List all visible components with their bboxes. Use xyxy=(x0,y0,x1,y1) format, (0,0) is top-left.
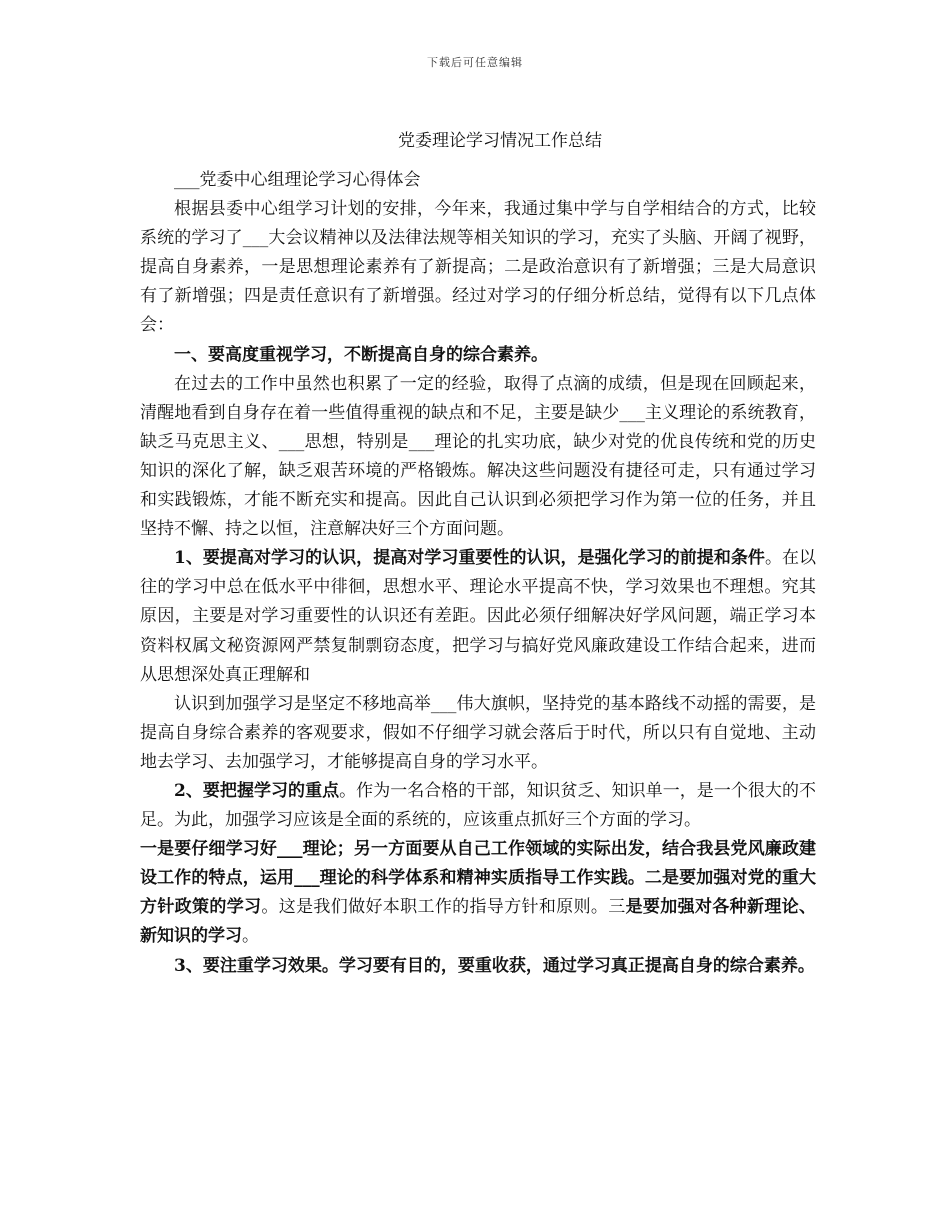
point-2-detail-bold-1: 一是要仔细学习好___理论；另一方面要从自己工作领域的实际出发，结合我县党风廉政建设工作的特点，运用___理论的科学体系和精神实质指导工作实践。二是要加强对党的重大方针政策的学习 xyxy=(140,839,816,918)
section-heading-1: 一、要高度重视学习，不断提高自身的综合素养。 xyxy=(174,344,548,365)
paragraph-point-2-details xyxy=(140,835,816,951)
point-2-heading: 2、要把握学习的重点 xyxy=(174,780,340,801)
header-note: 下载后可任意编辑 xyxy=(427,56,523,69)
document-title: 党委理论学习情况工作总结 xyxy=(398,131,602,151)
point-2-detail-text-2: 。 xyxy=(242,926,259,947)
paragraph-reflection: 在过去的工作中虽然也积累了一定的经验，取得了点滴的成绩，但是现在回顾起来，清醒地看到自身存在着一些值得重视的缺点和不足，主要是缺少___主义理论的系统教育，缺乏马克思主义、___思想，特别是___理论的扎实功底，缺少对党的优良传统和党的历史知识的深化了解，缺乏艰苦环境的严格锻炼。解决这些问题没有捷径可走，只有通过学习和实践锻炼，才能不断充实和提高。因此自己认识到必须把学习作为第一位的任务，并且坚持不懈、持之以恒，注意解决好三个方面问题。 xyxy=(140,373,816,540)
paragraph-point-1 xyxy=(140,544,816,689)
paragraph-point-3: 3、要注重学习效果。学习要有目的，要重收获，通过学习真正提高自身的综合素养。 xyxy=(174,955,815,976)
point-1-heading: 1、要提高对学习的认识，提高对学习重要性的认识，是强化学习的前提和条件 xyxy=(174,548,765,569)
document-body xyxy=(140,166,816,981)
point-2-text: 。作为一名合格的干部，知识贫乏、知识单一，是一个很大的不足。为此，加强学习应该是全面的系统的，应该重点抓好三个方面的学习。 xyxy=(140,780,816,831)
point-2-detail-text-1: 。这是我们做好本职工作的指导方针和原则。三 xyxy=(261,897,626,918)
paragraph-continuation: 认识到加强学习是坚定不移地高举___伟大旗帜，坚持党的基本路线不动摇的需要，是提高自身综合素养的客观要求，假如不仔细学习就会落后于时代，所以只有自觉地、主动地去学习、去加强学习，才能够提高自身的学习水平。 xyxy=(140,693,816,772)
point-1-text: 。在以往的学习中总在低水平中徘徊，思想水平、理论水平提高不快，学习效果也不理想。究其原因，主要是对学习重要性的认识还有差距。因此必须仔细解决好学风问题，端正学习本资料权属文秘资源网严禁复制剽窃态度，把学习与搞好党风廉政建设工作结合起来，进而从思想深处真正理解和 xyxy=(140,548,817,685)
point-2-detail-bold-2: 是要加强对各种新理论、新知识的学习 xyxy=(140,897,817,947)
document-subtitle: ___党委中心组理论学习心得体会 xyxy=(174,170,421,190)
paragraph-point-2 xyxy=(140,777,816,835)
paragraph-intro: 根据县委中心组学习计划的安排，今年来，我通过集中学与自学相结合的方式，比较系统的学习了___大会议精神以及法律法规等相关知识的学习，充实了头脑、开阔了视野，提高自身素养，一是思想理论素养有了新提高；二是政治意识有了新增强；三是大局意识有了新增强；四是责任意识有了新增强。经过对学习的仔细分析总结，觉得有以下几点体会： xyxy=(140,199,816,336)
